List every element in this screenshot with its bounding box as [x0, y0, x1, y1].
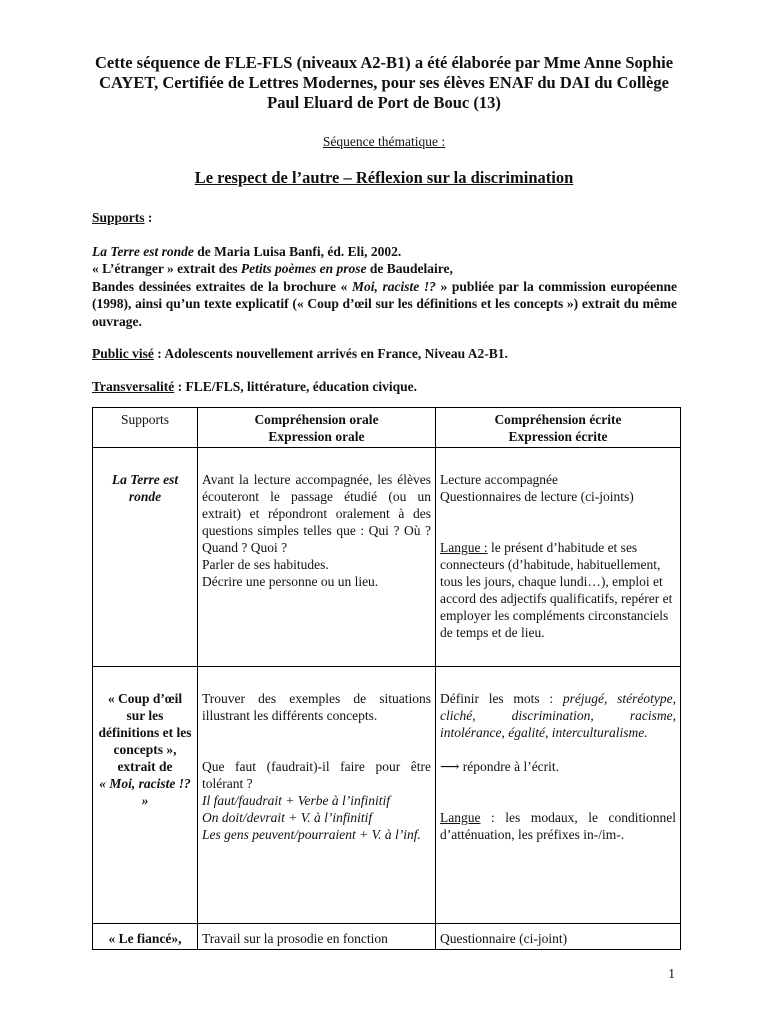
public-line	[92, 345, 677, 362]
row1-ecrit-p1: Lecture accompagnée	[440, 472, 559, 487]
supports-heading-label: Supports	[92, 210, 145, 225]
table-row	[93, 448, 681, 667]
row1-oral-p1: Avant la lecture accompagnée, les élèves écouteront le passage étudié (ou un extrait) et répondront oralement à des questions simples telles que : Qui ? Où ? Quand ? Quoi ?	[202, 472, 431, 555]
header-ecrit-line1: Compréhension écrite	[494, 412, 622, 427]
header-ecrit	[436, 408, 681, 448]
supports-heading-suffix: :	[144, 210, 153, 225]
table-row	[93, 924, 681, 950]
row1-oral-cell	[198, 448, 436, 667]
row2-ecrit-words: préjugé, stéréotype, cliché, discrimination, racisme, intolérance, égalité, interculturalisme.	[440, 691, 676, 740]
row2-oral-i2: On doit/devrait + V. à l’infinitif	[202, 810, 373, 825]
row2-oral-p1: Trouver des exemples de situations illustrant les différents concepts.	[202, 691, 431, 723]
row2-support-title: « Moi, raciste !? »	[99, 776, 191, 808]
support-title-moi-raciste: Moi, raciste !?	[351, 278, 436, 294]
row2-langue-label: Langue	[440, 810, 481, 825]
row2-ecrit-definir	[440, 690, 676, 741]
row1-ecrit-p2: Questionnaires de lecture (ci-joints)	[440, 489, 634, 504]
row1-langue-text: le présent d’habitude et ses connecteurs (d’habitude, habituellement, tous les jours, chaque lundi…), emploi et accord des adjectifs qualificatifs, repérer et employer les compléments circonstanciels de temps et de lieu.	[440, 540, 673, 640]
row1-langue	[440, 539, 676, 641]
row3-ecrit-cell	[436, 924, 681, 950]
public-label: Public visé	[92, 346, 154, 361]
header-oral	[198, 408, 436, 448]
row1-ecrit-cell	[436, 448, 681, 667]
header-supports	[93, 408, 198, 448]
transversalite-line	[92, 378, 677, 395]
row1-langue-label: Langue :	[440, 540, 488, 555]
row1-support: La Terre est ronde	[111, 472, 179, 504]
header-oral-line1: Compréhension orale	[254, 412, 379, 427]
row2-oral-i1: Il faut/faudrait + Verbe à l’infinitif	[202, 793, 390, 808]
row3-oral-cell	[198, 924, 436, 950]
header-supports-text: Supports	[120, 412, 169, 427]
header-ecrit-line2: Expression écrite	[508, 429, 608, 444]
sequence-table	[92, 407, 681, 950]
row2-ecrit-cell	[436, 667, 681, 924]
row2-ecrit-arrow: ⟶ répondre à l’écrit.	[440, 759, 560, 774]
row2-langue-text: : les modaux, le conditionnel d’atténuation, les préfixes in-/im-.	[440, 810, 676, 842]
row3-oral: Travail sur la prosodie en fonction	[202, 931, 388, 946]
sequence-label: Séquence thématique :	[322, 134, 446, 149]
row1-oral-p3: Décrire une personne ou un lieu.	[202, 574, 379, 589]
support-line-2-start: « L’étranger » extrait des	[92, 261, 241, 277]
support-line-1-text: de Maria Luisa Banfi, éd. Eli, 2002.	[193, 244, 402, 259]
supports-heading	[92, 209, 677, 226]
header-oral-line2: Expression orale	[268, 429, 365, 444]
row1-oral-p2: Parler de ses habitudes.	[202, 557, 329, 572]
supports-line-3	[92, 278, 677, 330]
row3-ecrit: Questionnaire (ci-joint)	[440, 931, 568, 946]
support-line-2-text: de Baudelaire,	[366, 261, 453, 277]
support-title-baudelaire: Petits poèmes en prose	[240, 261, 367, 277]
row2-oral-i3: Les gens peuvent/pourraient + V. à l’inf.	[202, 827, 421, 842]
row3-support-cell	[93, 924, 198, 950]
row2-ecrit-start: Définir les mots :	[440, 691, 563, 706]
supports-line-2	[92, 260, 677, 277]
row3-support: « Le fiancé»,	[108, 931, 182, 946]
row2-oral-p2: Que faut (faudrait)-il faire pour être tolérant ?	[202, 759, 431, 791]
supports-line-1	[92, 243, 677, 260]
table-header-row	[93, 408, 681, 448]
row2-support-line2: extrait de	[117, 759, 173, 774]
support-line-3-start: Bandes dessinées extraites de la brochure «	[92, 278, 352, 294]
transversalite-label: Transversalité	[92, 379, 175, 394]
row1-support-cell	[93, 448, 198, 667]
row2-oral-cell	[198, 667, 436, 924]
document-title: Cette séquence de FLE-FLS (niveaux A2-B1) a été élaborée par Mme Anne Sophie CAYET, Certifiée de Lettres Modernes, pour ses élèves ENAF du DAI du Collège Paul Eluard de Port de Bouc (13)	[94, 53, 674, 112]
transversalite-text: : FLE/FLS, littérature, éducation civique.	[174, 379, 417, 394]
supports-list	[92, 243, 677, 330]
public-text: : Adolescents nouvellement arrivés en France, Niveau A2-B1.	[153, 346, 508, 361]
row2-langue	[440, 809, 676, 843]
page-number: 1	[668, 966, 675, 981]
row2-support-cell	[93, 667, 198, 924]
support-title-terre: La Terre est ronde	[92, 244, 194, 259]
row2-support-line1: « Coup d’œil sur les définitions et les concepts »,	[98, 691, 192, 757]
support-line-3-text: » publiée par la commission européenne (1998), ainsi qu’un texte explicatif (« Coup d’œil sur les définitions et les concepts ») extrait du même ouvrage.	[92, 278, 677, 329]
table-row	[93, 667, 681, 924]
sequence-title: Le respect de l’autre – Réflexion sur la discrimination	[194, 168, 574, 187]
